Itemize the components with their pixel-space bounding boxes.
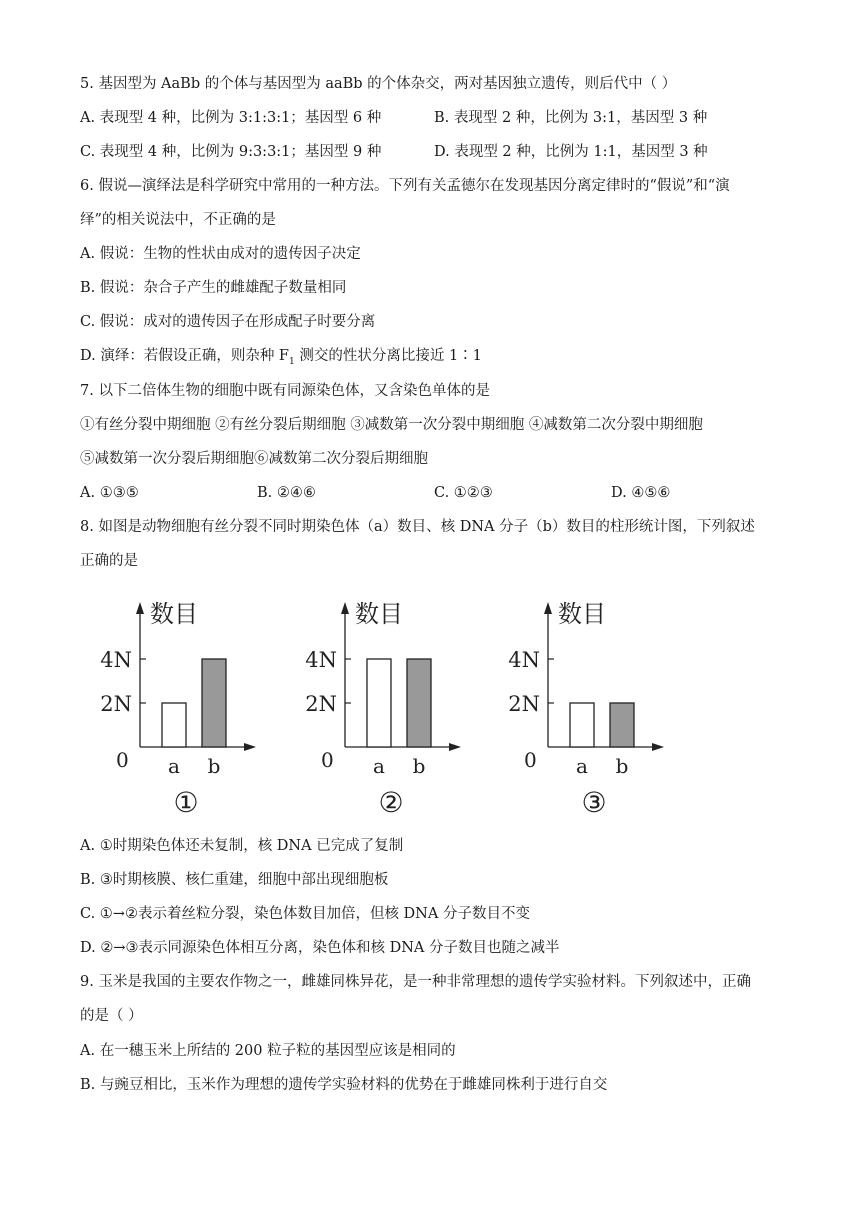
q8-bar-charts [90,590,710,820]
q9-option-a: A. 在一穗玉米上所结的 200 粒子粒的基因型应该是相同的 [80,1043,456,1059]
y-axis-label: 数目 [558,600,606,628]
y-tick-label: 2N [508,692,540,716]
y-axis-label: 数目 [150,600,198,628]
q6-stem-line2: 绎”的相关说法中，不正确的是 [80,212,276,228]
q6-option-d-text-2: 测交的性状分离比接近 1∶1 [294,348,482,364]
y-tick-label: 4N [100,648,132,672]
bar-a [367,659,391,747]
q5-option-c: C. 表现型 4 种，比例为 9:3:3:1；基因型 9 种 [80,144,382,160]
y-tick-label: 2N [100,692,132,716]
y-tick-label: 4N [508,648,540,672]
chart-title: ② [378,786,404,819]
q7-stem: 7. 以下二倍体生物的细胞中既有同源染色体，又含染色单体的是 [80,383,490,399]
y-tick-label: 4N [305,648,337,672]
category-label: a [576,754,588,778]
bar-a [570,703,594,747]
q6-option-d-text: D. 演绎：若假设正确，则杂种 F [80,348,289,364]
q8-option-c: C. ①→②表示着丝粒分裂，染色体数目加倍，但核 DNA 分子数目不变 [80,906,530,922]
q6-option-c: C. 假说：成对的遗传因子在形成配子时要分离 [80,314,376,330]
category-label: a [168,754,180,778]
q7-option-a: A. ①③⑤ [80,485,139,501]
x-axis-arrow [244,743,256,751]
y-axis-label: 数目 [355,600,403,628]
category-label: b [207,754,221,778]
q8-option-a: A. ①时期染色体还未复制，核 DNA 已完成了复制 [80,838,404,854]
x-axis-arrow [652,743,664,751]
q8-stem-line2: 正确的是 [80,553,138,569]
origin-label: 0 [116,748,129,772]
q6-option-a: A. 假说：生物的性状由成对的遗传因子决定 [80,246,361,262]
q5-stem: 5. 基因型为 AaBb 的个体与基因型为 aaBb 的个体杂交，两对基因独立遗传，则后代中（ ） [80,76,677,92]
q7-option-b: B. ②④⑥ [257,485,316,501]
q7-option-c: C. ①②③ [434,485,493,501]
chart-title: ① [173,786,199,819]
y-axis-arrow [136,602,144,614]
q7-option-d: D. ④⑤⑥ [611,485,671,501]
y-axis-arrow [341,602,349,614]
q8-stem-line1: 8. 如图是动物细胞有丝分裂不同时期染色体（a）数目、核 DNA 分子（b）数目的柱形统计图，下列叙述 [80,519,755,535]
bar-b [202,659,226,747]
q5-option-d: D. 表现型 2 种，比例为 1:1，基因型 3 种 [434,144,708,160]
bar-b [610,703,634,747]
q6-stem-line1: 6. 假说—演绎法是科学研究中常用的一种方法。下列有关孟德尔在发现基因分离定律时的“假说”和“演 [80,178,730,194]
y-axis-arrow [544,602,552,614]
bar-b [407,659,431,747]
y-tick-label: 2N [305,692,337,716]
chart-title: ③ [581,786,607,819]
q9-stem-line2: 的是（ ） [80,1008,143,1024]
category-label: b [412,754,426,778]
q8-option-d: D. ②→③表示同源染色体相互分离，染色体和核 DNA 分子数目也随之减半 [80,940,560,956]
origin-label: 0 [321,748,334,772]
q7-items-line1: ①有丝分裂中期细胞 ②有丝分裂后期细胞 ③减数第一次分裂中期细胞 ④减数第二次分裂中期细胞 [80,417,703,433]
q6-option-b: B. 假说：杂合子产生的雌雄配子数量相同 [80,280,347,296]
q7-items-line2: ⑤减数第一次分裂后期细胞⑥减数第二次分裂后期细胞 [80,451,428,467]
q5-option-a: A. 表现型 4 种，比例为 3:1:3:1；基因型 6 种 [80,110,382,126]
q9-stem-line1: 9. 玉米是我国的主要农作物之一，雌雄同株异花，是一种非常理想的遗传学实验材料。下列叙述中，正确 [80,974,751,990]
q8-option-b: B. ③时期核膜、核仁重建，细胞中部出现细胞板 [80,872,389,888]
q9-option-b: B. 与豌豆相比，玉米作为理想的遗传学实验材料的优势在于雌雄同株利于进行自交 [80,1077,608,1093]
q6-option-d [80,345,482,373]
category-label: b [615,754,629,778]
bar-a [162,703,186,747]
x-axis-arrow [449,743,461,751]
q6-option-d-subscript: 1 [289,356,295,367]
category-label: a [373,754,385,778]
origin-label: 0 [524,748,537,772]
q5-option-b: B. 表现型 2 种，比例为 3:1，基因型 3 种 [434,110,708,126]
